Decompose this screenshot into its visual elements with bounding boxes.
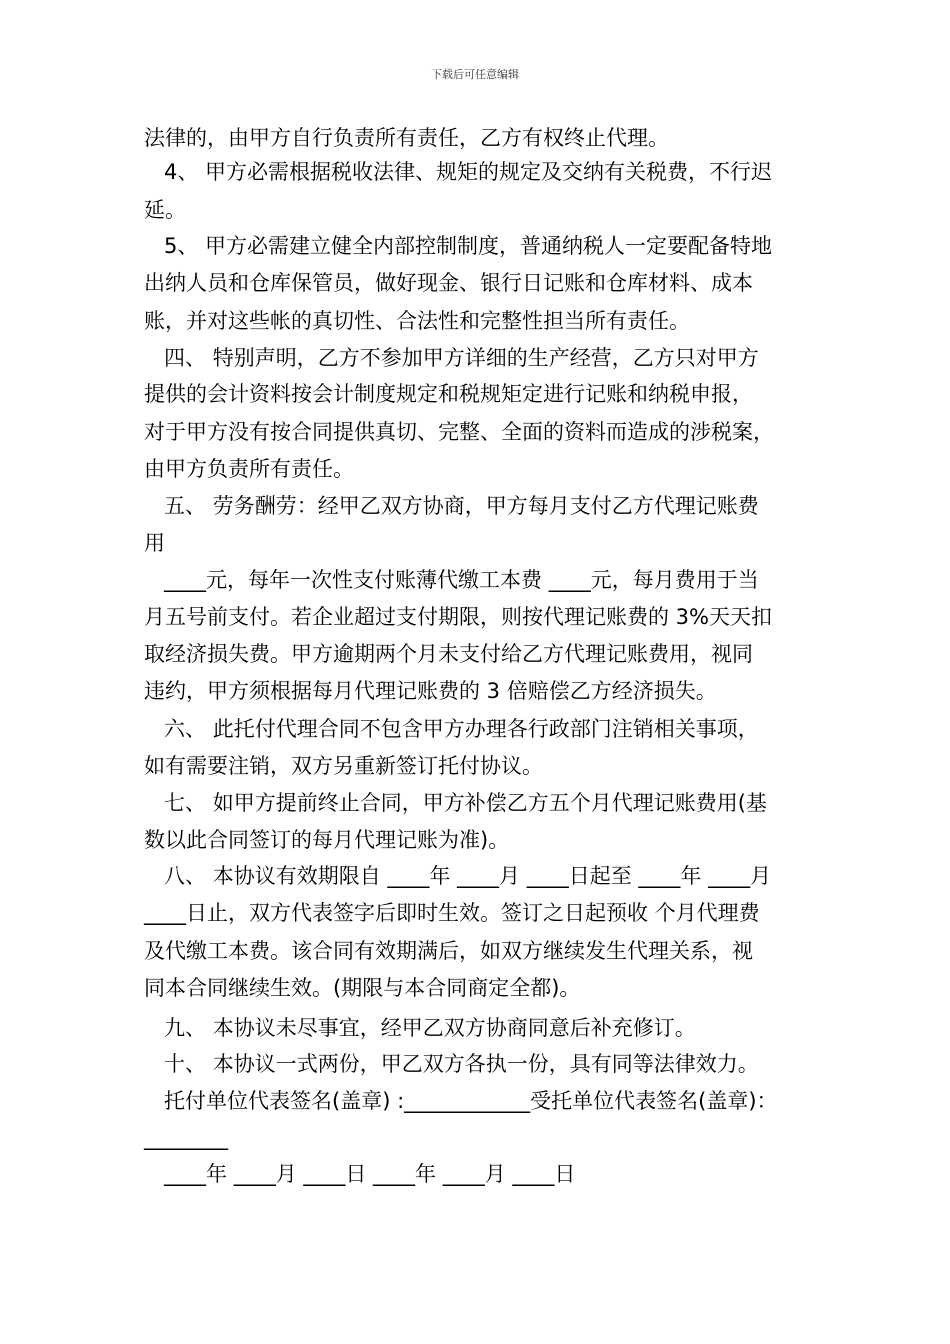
text-line: 取经济损失费。甲方逾期两个月未支付给乙方代理记账费用，视同 — [144, 642, 753, 666]
text-line: 违约，甲方须根据每月代理记账费的 3 倍赔偿乙方经济损失。 — [144, 679, 717, 703]
text-line: 对于甲方没有按合同提供真切、完整、全面的资料而造成的涉税案， — [144, 420, 774, 444]
text-line: 四、 特别声明，乙方不参加甲方详细的生产经营，乙方只对甲方 — [144, 346, 759, 370]
text-line: 六、 此托付代理合同不包含甲方办理各行政部门注销相关事项， — [144, 717, 759, 741]
text-line: 用 — [144, 531, 165, 555]
text-line: 5、 甲方必需建立健全内部控制制度，普通纳税人一定要配备特地 — [144, 234, 773, 258]
text-line: 账，并对这些帐的真切性、合法性和完整性担当所有责任。 — [144, 309, 690, 333]
text-line: 4、 甲方必需根据税收法律、规矩的规定及交纳有关税费，不行迟 — [144, 160, 773, 184]
text-line: 及代缴工本费。该合同有效期满后，如双方继续发生代理关系，视 — [144, 939, 753, 963]
text-line: 十、 本协议一式两份，甲乙双方各执一份，具有同等法律效力。 — [144, 1052, 759, 1076]
signature-blank: ________ — [144, 1126, 228, 1150]
text-line: 出纳人员和仓库保管员，做好现金、银行日记账和仓库材料、成本 — [144, 271, 753, 295]
text-line: 同本合同继续生效。(期限与本合同商定全都)。 — [144, 976, 581, 1000]
text-line: ____日止，双方代表签字后即时生效。签订之日起预收 个月代理费 — [144, 901, 760, 925]
text-line: 法律的，由甲方自行负责所有责任，乙方有权终止代理。 — [144, 126, 669, 150]
signature-line: 托付单位代表签名(盖章) :____________受托单位代表签名(盖章)： — [144, 1089, 778, 1113]
text-line: 如有需要注销，双方另重新签订托付协议。 — [144, 754, 543, 778]
date-line: ____年 ____月 ____日 ____年 ____月 ____日 — [144, 1162, 576, 1186]
text-line: 八、 本协议有效期限自 ____年 ____月 ____日起至 ____年 ____月 — [144, 864, 772, 888]
page-header: 下载后可任意编辑 — [431, 68, 519, 81]
text-line: 由甲方负责所有责任。 — [144, 457, 354, 481]
text-line: 五、 劳务酬劳：经甲乙双方协商，甲方每月支付乙方代理记账费 — [144, 494, 759, 518]
text-line: 提供的会计资料按会计制度规定和税规矩定进行记账和纳税申报， — [144, 382, 753, 406]
text-line: 延。 — [144, 198, 186, 222]
text-line: 九、 本协议未尽事宜，经甲乙双方协商同意后补充修订。 — [144, 1016, 696, 1040]
text-line: 数以此合同签订的每月代理记账为准)。 — [144, 828, 510, 852]
text-line: ____元，每年一次性支付账薄代缴工本费 ____元，每月费用于当 — [144, 568, 759, 592]
text-line: 月五号前支付。若企业超过支付期限，则按代理记账费的 3%天天扣 — [144, 605, 772, 629]
text-line: 七、 如甲方提前终止合同，甲方补偿乙方五个月代理记账费用(基 — [144, 791, 767, 815]
